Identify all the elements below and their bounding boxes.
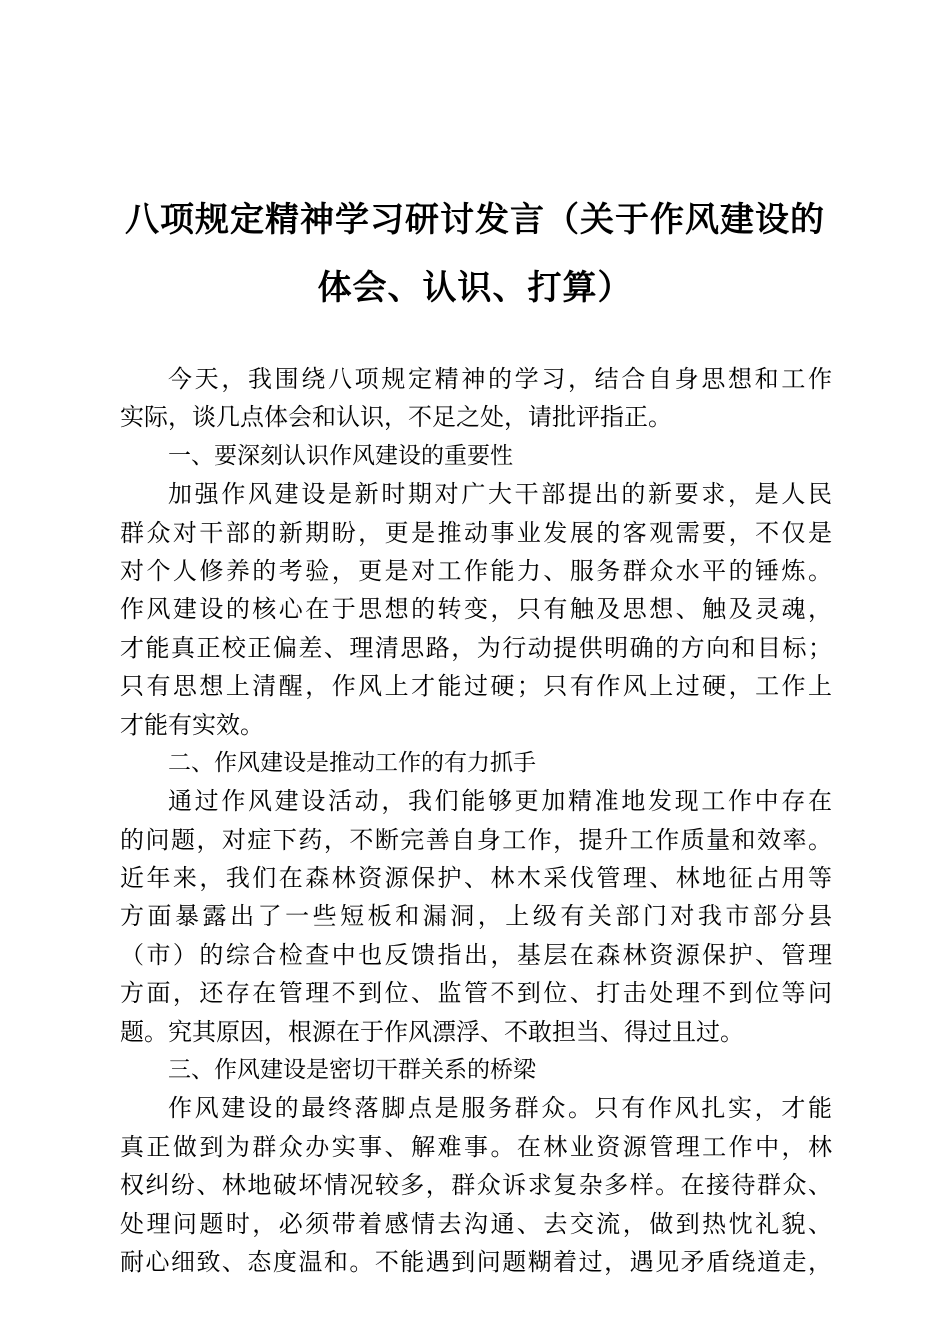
document-title-line-1: 八项规定精神学习研讨发言（关于作风建设的 [125,200,825,240]
section-1-line: 作风建设的核心在于思想的转变，只有触及思想、触及灵魂， [120,595,832,624]
section-2-line: 通过作风建设活动，我们能够更加精准地发现工作中存在 [168,787,832,816]
section-3-line: 处理问题时，必须带着感情去沟通、去交流，做到热忱礼貌、 [120,1209,832,1238]
section-3-line: 耐心细致、态度温和。不能遇到问题糊着过，遇见矛盾绕道走， [120,1247,832,1276]
section-1-line: 群众对干部的新期盼，更是推动事业发展的客观需要，不仅是 [120,518,832,547]
section-3-heading: 三、作风建设是密切干群关系的桥梁 [168,1057,536,1084]
section-2-line: 方面，还存在管理不到位、监管不到位、打击处理不到位等问 [120,979,832,1008]
document-body [120,360,832,1281]
section-2-line: 题。究其原因，根源在于作风漂浮、不敢担当、得过且过。 [120,1017,744,1046]
section-1-line: 对个人修养的考验，更是对工作能力、服务群众水平的锤炼。 [120,556,832,585]
section-1-heading: 一、要深刻认识作风建设的重要性 [168,442,513,469]
section-1-line: 加强作风建设是新时期对广大干部提出的新要求，是人民 [168,480,832,509]
document-title-line-2: 体会、认识、打算） [317,268,633,308]
section-3-line: 真正做到为群众办实事、解难事。在林业资源管理工作中，林 [120,1132,832,1161]
section-2-line: 近年来，我们在森林资源保护、林木采伐管理、林地征占用等 [120,864,832,893]
intro-line: 今天，我围绕八项规定精神的学习，结合自身思想和工作 [168,365,832,393]
intro-line: 实际，谈几点体会和认识，不足之处，请批评指正。 [120,403,672,432]
section-2-line: （市）的综合检查中也反馈指出，基层在森林资源保护、管理 [120,940,832,969]
section-2-line: 方面暴露出了一些短板和漏洞，上级有关部门对我市部分县 [120,902,832,931]
section-2-heading: 二、作风建设是推动工作的有力抓手 [168,749,536,776]
section-1-line: 才能有实效。 [120,710,264,739]
section-3-line: 作风建设的最终落脚点是服务群众。只有作风扎实，才能 [168,1094,832,1123]
section-2-line: 的问题，对症下药，不断完善自身工作，提升工作质量和效率。 [120,825,832,854]
section-1-line: 才能真正校正偏差、理清思路，为行动提供明确的方向和目标； [120,633,832,662]
section-3-line: 权纠纷、林地破坏情况较多，群众诉求复杂多样。在接待群众、 [120,1171,832,1200]
section-1-line: 只有思想上清醒，作风上才能过硬；只有作风上过硬，工作上 [120,672,832,701]
